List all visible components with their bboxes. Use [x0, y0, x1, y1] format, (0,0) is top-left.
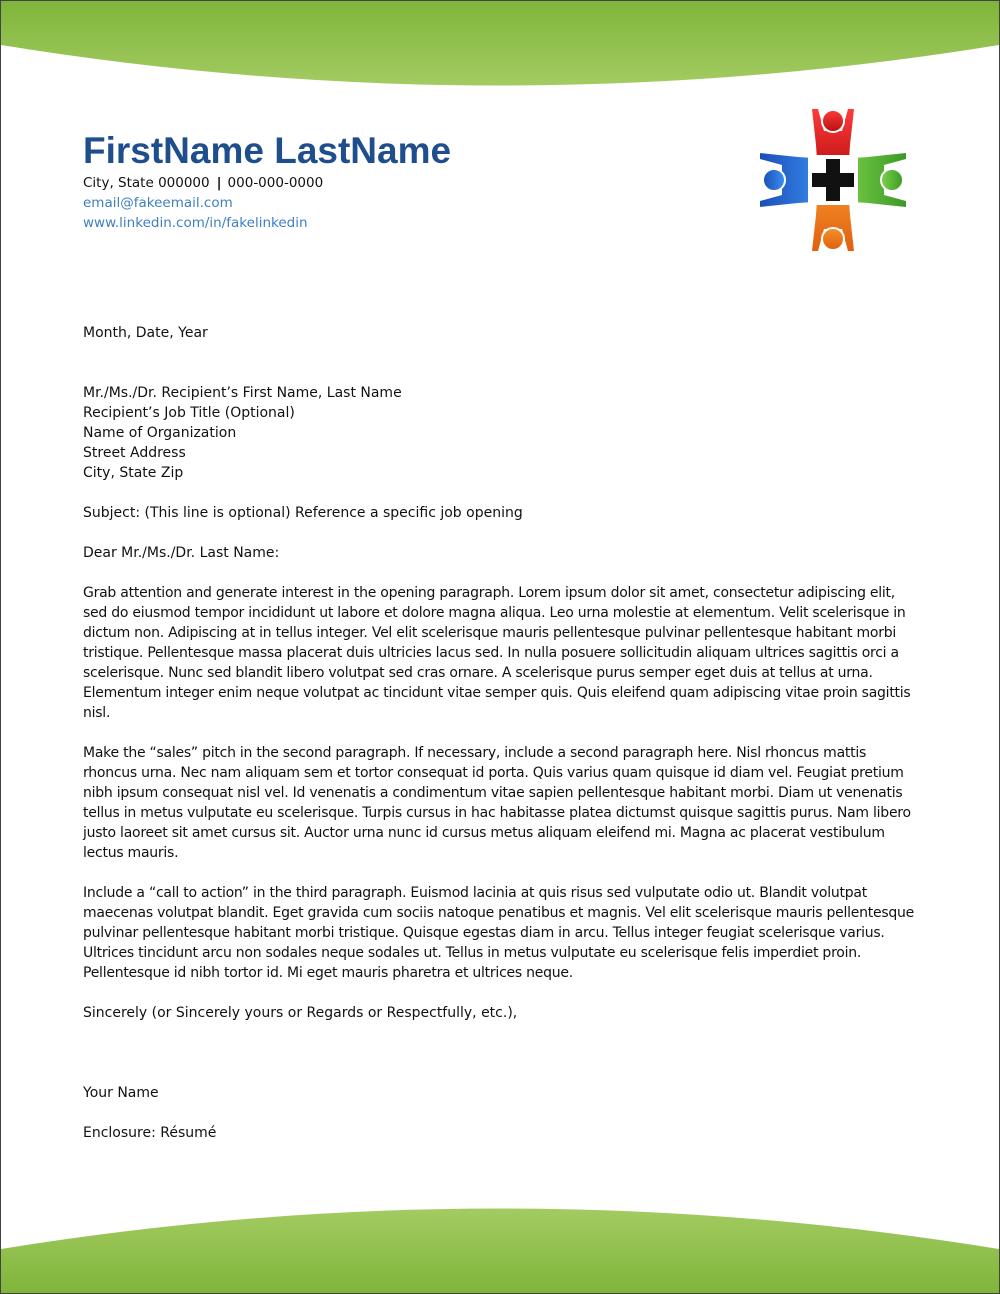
four-people-cross-logo-icon: [758, 105, 908, 255]
signature-name: Your Name: [83, 1085, 159, 1101]
location-phone-line: [83, 173, 451, 193]
top-green-band: [1, 1, 999, 91]
salutation: Dear Mr./Ms./Dr. Last Name:: [83, 545, 280, 561]
closing: Sincerely (or Sincerely yours or Regards or Respectfully, etc.),: [83, 1005, 518, 1021]
letterhead: [83, 129, 451, 233]
recipient-city-state-zip: City, State Zip: [83, 465, 184, 481]
paragraph-call-to-action: Include a “call to action” in the third paragraph. Euismod lacinia at quis risus sed vulputate odio ut. Blandit volutpat maecenas volutpat blandit. Eget gravida cum sociis natoque penatibus et magnis. Vel elit scelerisque mauris pellentesque pulvinar pellentesque habitant morbi tristique. Quisque egestas diam in arcu. Tellus integer feugiat scelerisque varius. Ultrices tincidunt arcu non sodales neque sodales ut. Tellus in metus vulputate eu scelerisque felis imperdiet proin. Pellentesque id nibh tortor id. Mi eget mauris pharetra et ultrices neque.: [83, 885, 915, 981]
letter-body: [83, 323, 923, 1143]
contact-separator: |: [216, 175, 222, 191]
paragraph-sales-pitch: Make the “sales” pitch in the second paragraph. If necessary, include a second paragraph here. Nisl rhoncus mattis rhoncus urna. Nec nam aliquam sem et tortor consequat id porta. Quis varius quam quisque id diam vel. Feugiat pretium nibh ipsum consequat nisl vel. Id venenatis a condimentum vitae sapien pellentesque habitant morbi. Diam ut venenatis tellus in metus vulputate eu scelerisque. Turpis cursus in hac habitasse platea dictumst quisque sagittis purus. Nam libero justo laoreet sit amet cursus sit. Auctor urna nunc id cursus metus aliquam eleifend mi. Magna ac placerat vestibulum lectus mauris.: [83, 745, 911, 861]
recipient-street: Street Address: [83, 445, 186, 461]
subject-line: Subject: (This line is optional) Reference a specific job opening: [83, 505, 523, 521]
enclosure-line: Enclosure: Résumé: [83, 1125, 217, 1141]
recipient-job-title: Recipient’s Job Title (Optional): [83, 405, 295, 421]
recipient-address: [83, 383, 923, 483]
paragraph-opening: Grab attention and generate interest in the opening paragraph. Lorem ipsum dolor sit amet, consectetur adipiscing elit, sed do eiusmod tempor incididunt ut labore et dolore magna aliqua. Leo urna molestie at elementum. Velit scelerisque in dictum non. Adipiscing at in tellus integer. Vel elit scelerisque mauris pellentesque pulvinar pellentesque habitant morbi tristique. Pellentesque massa placerat duis ultricies lacus sed. In nulla posuere sollicitudin aliquam ultrices sagittis orci a scelerisque. Nunc sed blandit libero volutpat sed cras ornare. A scelerisque purus semper eget duis at tellus at urna. Elementum integer enim neque volutpat ac tincidunt vitae semper quis. Quis eleifend quam adipiscing vitae proin sagittis nisl.: [83, 585, 911, 721]
sender-location: City, State 000000: [83, 175, 210, 191]
recipient-name: Mr./Ms./Dr. Recipient’s First Name, Last Name: [83, 385, 402, 401]
letter-date: Month, Date, Year: [83, 325, 208, 341]
bottom-green-band: [1, 1203, 999, 1293]
sender-linkedin[interactable]: www.linkedin.com/in/fakelinkedin: [83, 215, 308, 231]
sender-name: FirstName LastName: [83, 130, 452, 171]
recipient-organization: Name of Organization: [83, 425, 237, 441]
sender-email[interactable]: email@fakeemail.com: [83, 195, 233, 211]
sender-phone: 000-000-0000: [227, 175, 324, 191]
